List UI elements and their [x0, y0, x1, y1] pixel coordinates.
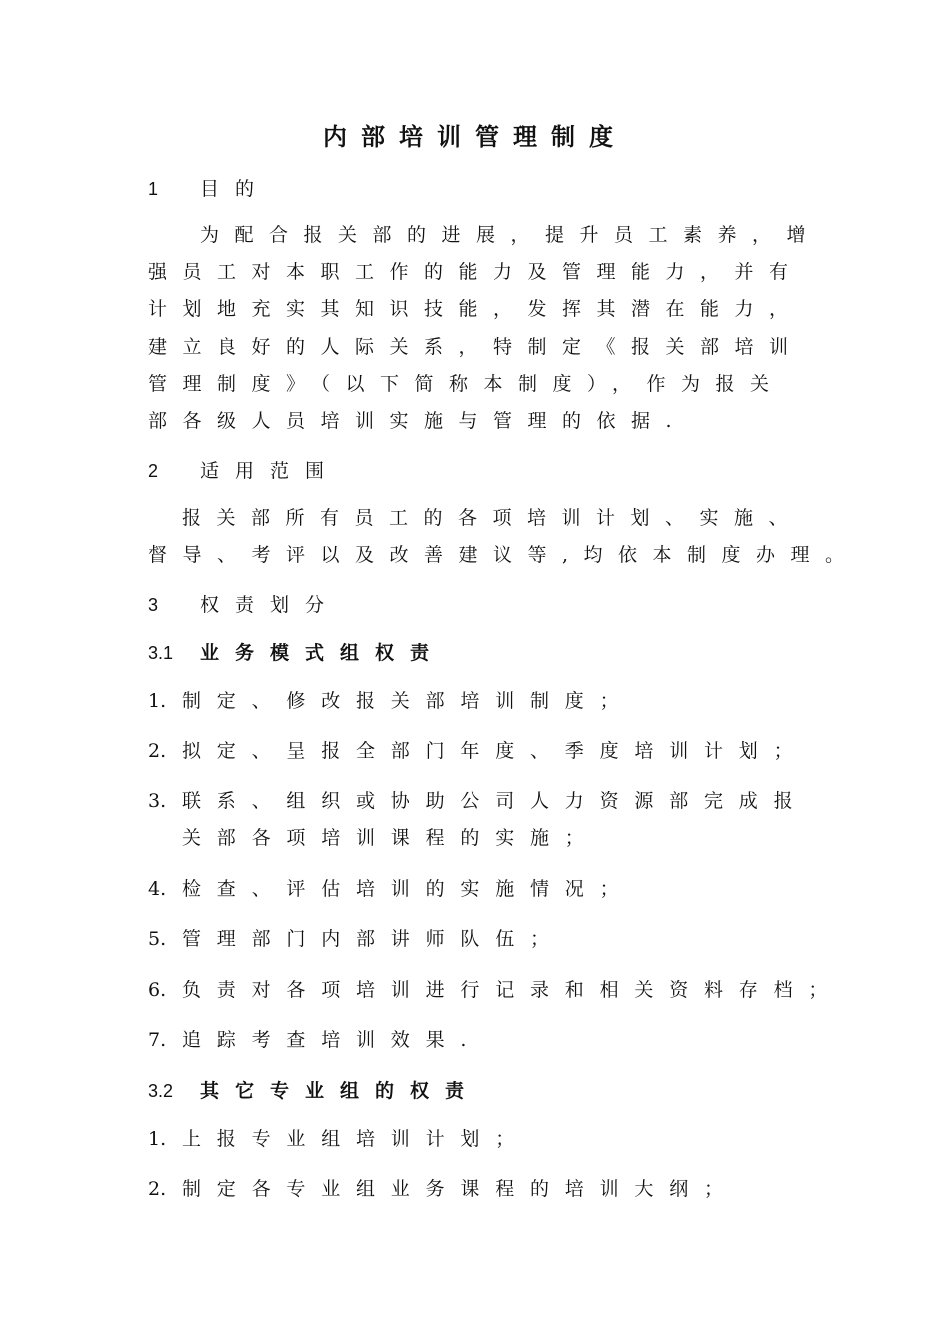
- subsection-heading-3-2: [148, 1078, 480, 1104]
- subsection-label: 其它专业组的权责: [200, 1080, 481, 1102]
- list-item-number: 3.: [148, 790, 167, 812]
- list-item: [148, 688, 634, 714]
- list-item-text: 负责对各项培训进行记录和相关资料存档；: [182, 979, 844, 1001]
- list-item-text: 追踪考查培训效果.: [182, 1029, 483, 1051]
- list-item: [148, 876, 634, 902]
- list-item-number: 5.: [148, 928, 167, 950]
- list-item: [148, 1176, 739, 1202]
- paragraph-line: 为配合报关部的进展，提升员工素养，增: [200, 224, 822, 246]
- paragraph-line: 部各级人员培训实施与管理的依据.: [148, 410, 688, 432]
- list-item-number: 1.: [148, 1128, 167, 1150]
- section-number: 1: [148, 179, 159, 199]
- paragraph-line: 建立良好的人际关系，特制定《报关部培训: [148, 336, 804, 358]
- list-item: [148, 1126, 530, 1152]
- subsection-label: 业务模式组权责: [200, 642, 446, 664]
- section-label: 适用范围: [200, 460, 341, 482]
- list-item-number: 4.: [148, 878, 167, 900]
- document-title: 内部培训管理制度: [323, 122, 627, 151]
- list-item-number: 1.: [148, 690, 167, 712]
- subsection-number: 3.2: [148, 1081, 174, 1101]
- list-item: [148, 1027, 482, 1053]
- list-item-continuation: 关部各项培训课程的实施；: [182, 827, 600, 849]
- list-item-number: 6.: [148, 979, 167, 1001]
- section-heading-2: [148, 458, 340, 484]
- section-heading-3: [148, 592, 340, 618]
- section-number: 3: [148, 595, 159, 615]
- section-label: 目的: [200, 178, 271, 200]
- list-item-number: 7.: [148, 1029, 167, 1051]
- list-item-text: 上报专业组培训计划；: [182, 1128, 531, 1150]
- paragraph-line: 管理制度》（以下简称本制度），作为报关: [148, 373, 785, 395]
- list-item: [148, 977, 843, 1003]
- list-item-text: 检查、评估培训的实施情况；: [182, 878, 635, 900]
- paragraph-line: 报关部所有员工的各项培训计划、实施、: [182, 507, 804, 529]
- section-heading-1: [148, 176, 270, 202]
- list-item-number: 2.: [148, 1178, 167, 1200]
- subsection-heading-3-1: [148, 640, 445, 666]
- list-item-number: 2.: [148, 740, 167, 762]
- list-item: [148, 788, 808, 814]
- section-number: 2: [148, 461, 159, 481]
- subsection-number: 3.1: [148, 643, 174, 663]
- list-item: [148, 738, 808, 764]
- list-item-text: 制定、修改报关部培训制度；: [182, 690, 635, 712]
- list-item: [148, 926, 565, 952]
- list-item-text: 联系、组织或协助公司人力资源部完成报: [182, 790, 809, 812]
- list-item-text: 拟定、呈报全部门年度、季度培训计划；: [182, 740, 809, 762]
- paragraph-line: 强员工对本职工作的能力及管理能力，并有: [148, 261, 804, 283]
- section-label: 权责划分: [200, 594, 341, 616]
- list-item-text: 管理部门内部讲师队伍；: [182, 928, 565, 950]
- paragraph-line: 督导、考评以及改善建议等,均依本制度办理。: [148, 544, 860, 566]
- paragraph-line: 计划地充实其知识技能，发挥其潜在能力，: [148, 298, 804, 320]
- list-item-text: 制定各专业组业务课程的培训大纲；: [182, 1178, 739, 1200]
